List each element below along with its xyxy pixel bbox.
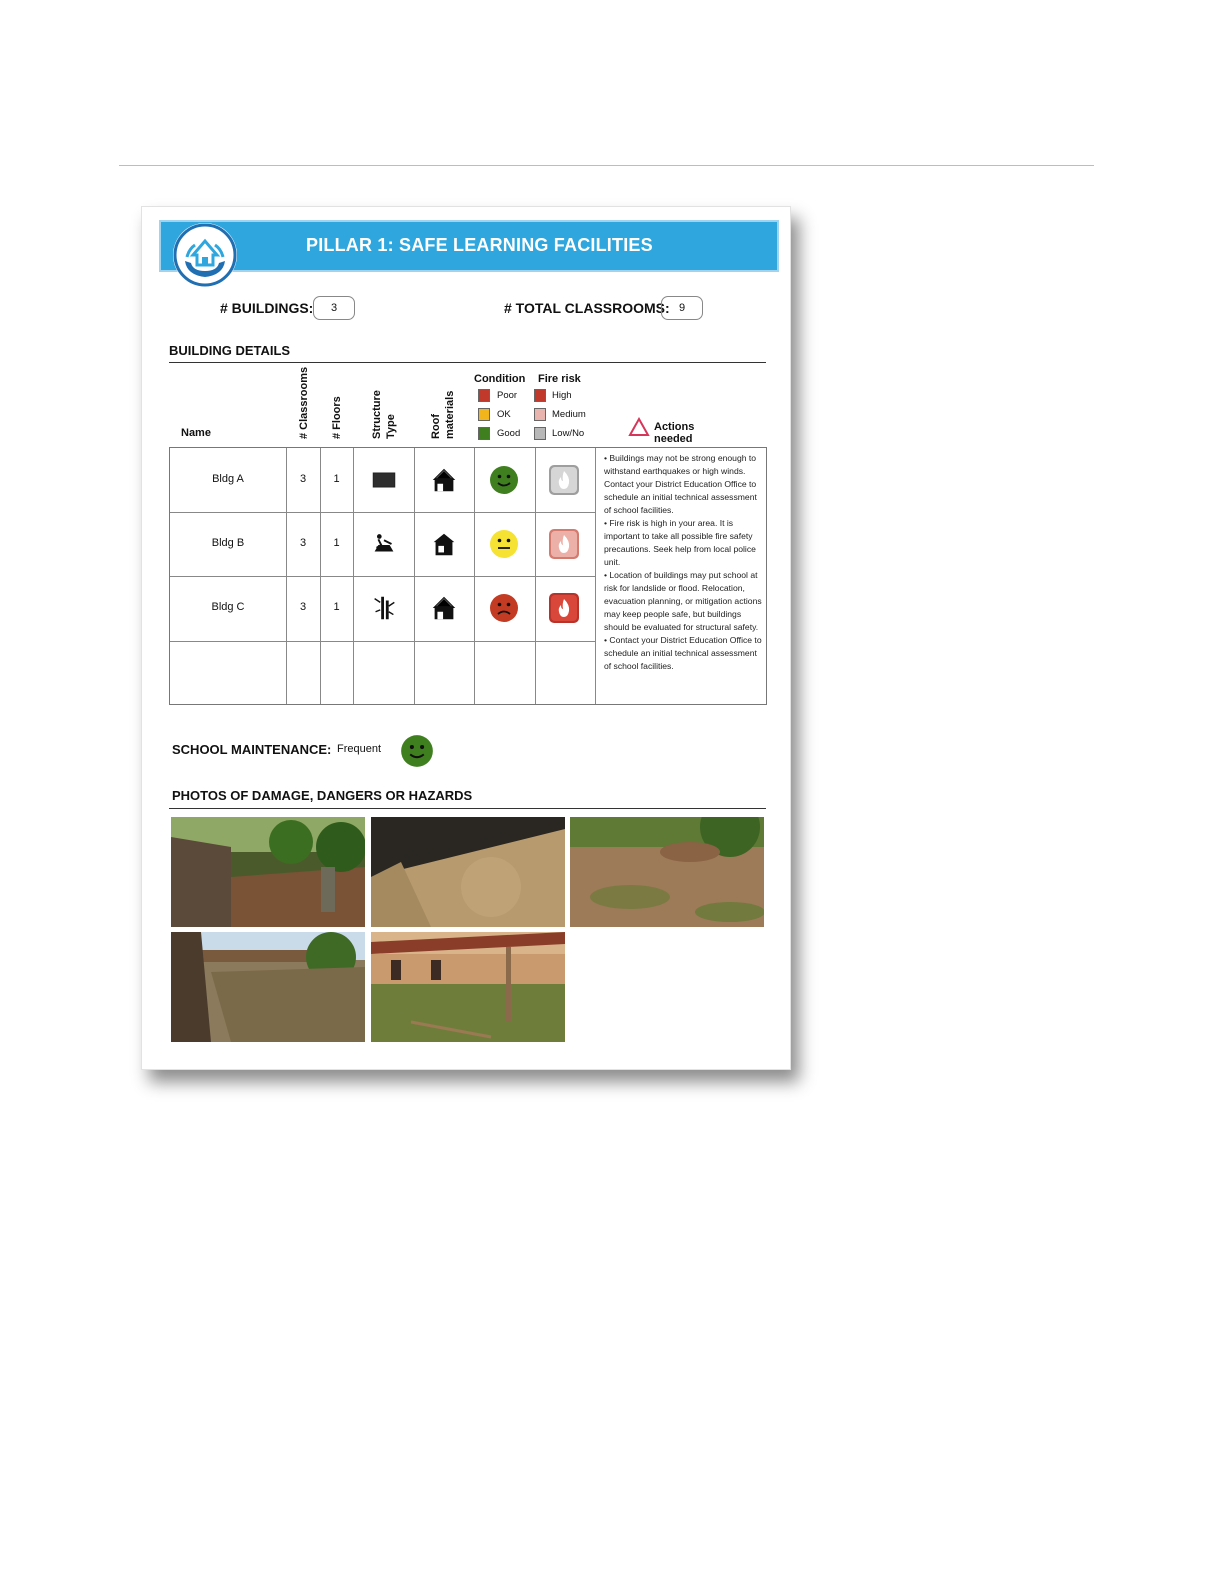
- floor-count: 1: [333, 601, 340, 613]
- action-item: • Contact your District Education Office to schedule an initial technical assessment of school facilities.: [604, 635, 762, 671]
- photo-dirt-ground: [371, 817, 565, 927]
- mud-construction-icon: [369, 529, 399, 559]
- brick-wall-icon: [369, 465, 399, 495]
- col-name: Name: [181, 427, 211, 439]
- smiley-good-icon: [400, 734, 434, 768]
- bamboo-icon: [369, 593, 399, 623]
- fire-risk-low-icon: [548, 464, 580, 496]
- classroom-count: 3: [299, 601, 307, 613]
- metal-roof-house-icon: [429, 529, 459, 559]
- page-title: PILLAR 1: SAFE LEARNING FACILITIES: [306, 235, 653, 255]
- photo-bare-field: [570, 817, 764, 927]
- classroom-count: 3: [299, 473, 307, 485]
- building-details-title: BUILDING DETAILS: [169, 343, 291, 358]
- classrooms-label: # TOTAL CLASSROOMS:: [504, 300, 670, 316]
- condition-legend-title: Condition: [474, 373, 526, 385]
- photo-drainage-path: [171, 932, 365, 1042]
- col-structure-1: Structure: [371, 390, 383, 439]
- header-banner: [159, 220, 779, 272]
- building-table: [169, 447, 767, 705]
- fire-legend-title: Fire risk: [538, 373, 581, 385]
- report-card: [141, 206, 791, 1070]
- classrooms-value: 9: [661, 296, 703, 320]
- col-floors: # Floors: [331, 396, 343, 439]
- fire-swatch: [534, 427, 546, 440]
- actions-text: [604, 452, 764, 673]
- house-in-hands-icon: [173, 223, 237, 287]
- buildings-value: 3: [313, 296, 355, 320]
- maintenance-value: Frequent: [337, 743, 382, 755]
- condition-swatch: [478, 408, 490, 421]
- condition-label: OK: [497, 409, 511, 420]
- col-roof-1: Roof: [430, 413, 442, 439]
- condition-swatch: [478, 389, 490, 402]
- action-item: • Buildings may not be strong enough to withstand earthquakes or high winds. Contact your District Education Office to schedule an initial technical assessment of school facilities.: [604, 453, 757, 515]
- warning-triangle-icon: [628, 417, 650, 437]
- fire-risk-high-icon: [548, 592, 580, 624]
- actions-title: Actions needed: [654, 421, 695, 445]
- action-item: • Fire risk is high in your area. It is important to take all possible fire safety precautions. Seek help from local police unit.: [604, 518, 756, 567]
- building-name: Bldg C: [211, 601, 245, 613]
- action-item: • Location of buildings may put school at risk for landslide or flood. Relocation, evacuation planning, or mitigation actions may keep people safe, but buildings should be evaluated for structural safety.: [604, 570, 762, 632]
- photos-title: PHOTOS OF DAMAGE, DANGERS OR HAZARDS: [172, 788, 473, 803]
- thatched-house-icon: [429, 593, 459, 623]
- floor-count: 1: [333, 537, 340, 549]
- fire-label: Low/No: [552, 428, 585, 439]
- maintenance-label: SCHOOL MAINTENANCE:: [172, 742, 332, 757]
- building-name: Bldg B: [211, 537, 245, 549]
- smiley-poor-icon: [489, 593, 519, 623]
- section-divider: [169, 362, 766, 363]
- photo-schoolyard: [371, 932, 565, 1042]
- fire-swatch: [534, 389, 546, 402]
- condition-swatch: [478, 427, 490, 440]
- fire-swatch: [534, 408, 546, 421]
- condition-label: Good: [497, 428, 521, 439]
- building-name: Bldg A: [212, 473, 244, 485]
- fire-label: High: [552, 390, 572, 401]
- col-structure-2: Type: [385, 414, 397, 439]
- condition-label: Poor: [497, 390, 518, 401]
- photos-divider: [169, 808, 766, 809]
- smiley-good-icon: [489, 465, 519, 495]
- col-roof-2: materials: [444, 390, 456, 439]
- fire-label: Medium: [552, 409, 586, 420]
- col-classrooms: # Classrooms: [298, 366, 310, 439]
- fire-risk-medium-icon: [548, 528, 580, 560]
- classroom-count: 3: [299, 537, 307, 549]
- buildings-label: # BUILDINGS:: [220, 300, 314, 316]
- smiley-ok-icon: [489, 529, 519, 559]
- top-divider: [119, 165, 1094, 166]
- photo-erosion-wall: [171, 817, 365, 927]
- floor-count: 1: [333, 473, 340, 485]
- thatched-house-icon: [429, 465, 459, 495]
